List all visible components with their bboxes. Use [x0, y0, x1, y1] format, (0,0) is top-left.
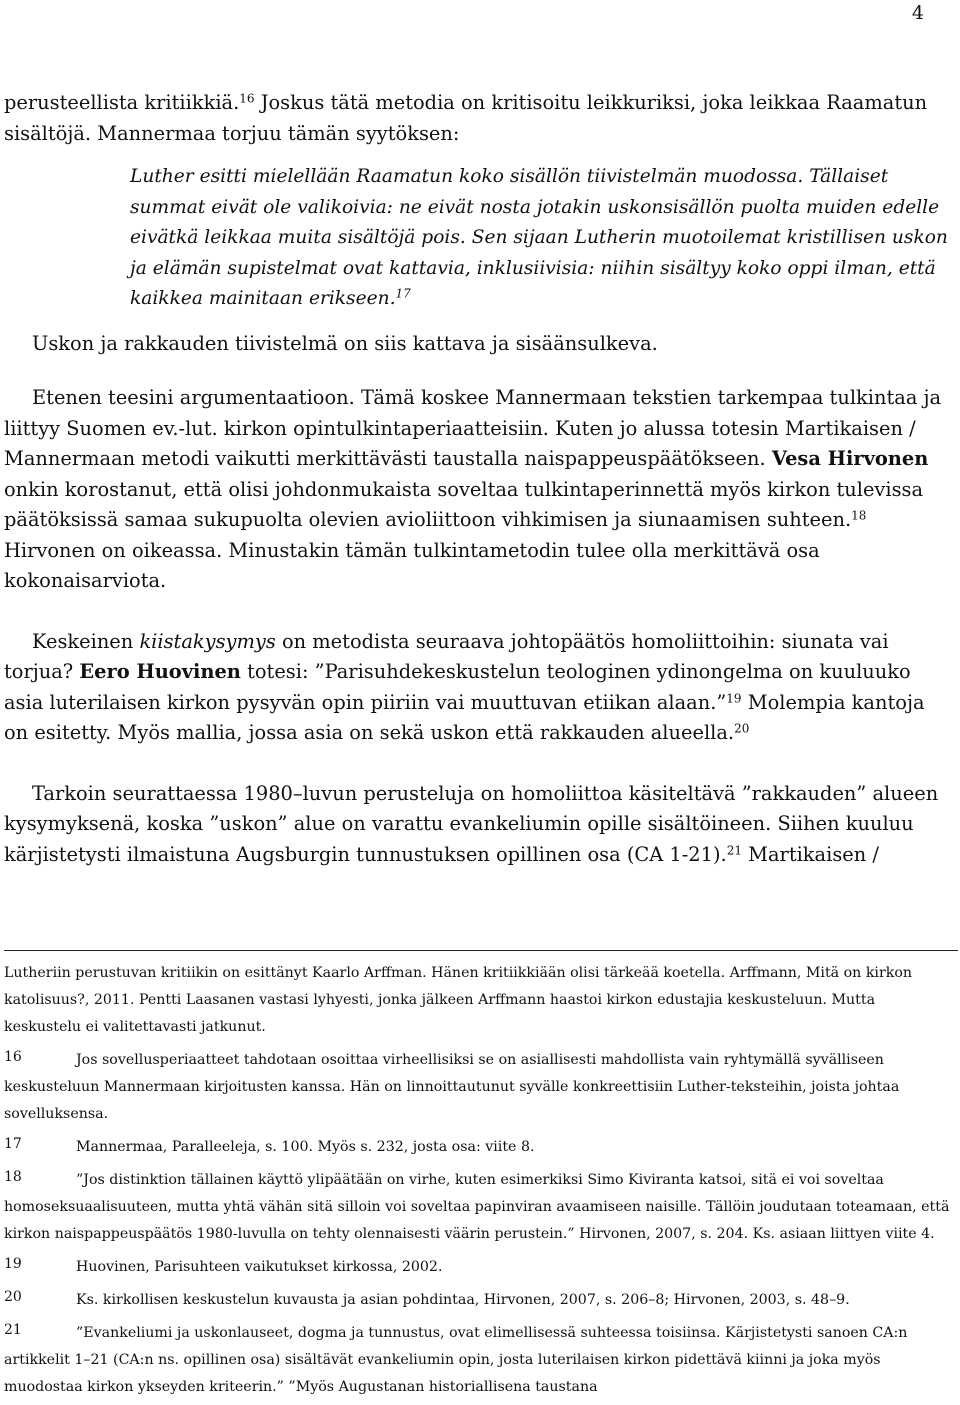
paragraph-3-text-c: Hirvonen on oikeassa. Minustakin tämän tulkintametodin tulee olla merkittävä osa kokonaisarviota.	[4, 538, 820, 592]
footnotes	[4, 960, 956, 1401]
footnote-ref-18[interactable]: 18	[851, 508, 867, 523]
footnote-ref-20[interactable]: 20	[734, 721, 750, 736]
page-number: 4	[911, 2, 924, 24]
footnote-17	[4, 1131, 956, 1161]
footnote-separator	[4, 950, 958, 951]
footnote-text: Ks. kirkollisen keskustelun kuvausta ja asian pohdintaa, Hirvonen, 2007, s. 206–8; Hirvonen, 2003, s. 48–9.	[76, 1292, 850, 1308]
footnote-18	[4, 1164, 956, 1248]
footnote-ref-17[interactable]: 17	[395, 286, 411, 301]
footnote-number: 21	[4, 1322, 22, 1338]
paragraph-4-text-b: on metodista seuraava johtopäätös homoliittoihin: siunata vai torjua?	[4, 629, 889, 683]
footnote-text: ”Evankeliumi ja uskonlauseet, dogma ja tunnustus, ovat elimellisessä suhteessa toisiinsa. Kärjistetysti sanoen CA:n artikkelit 1–21 (CA:n ns. opillinen osa) sisältävät evankeliumin opin, josta luterilaisen kirkon pidettävä kiinni ja joka myös muodostaa kirkon ykseyden kriteerin.” ”Myös Augustanan historiallisena taustana	[4, 1325, 908, 1395]
emphasis-kiistakysymys: kiistakysymys	[139, 629, 276, 653]
footnote-number: 20	[4, 1289, 22, 1305]
footnote-number: 16	[4, 1049, 22, 1065]
footnote-text: Jos sovellusperiaatteet tahdotaan osoittaa virheellisiksi se on asiallisesti mahdollista vain ryhtymällä syvälliseen keskusteluun Mannermaan kirjoitusten kanssa. Hän on linnoittautunut syvälle konkreettisiin Luther-teksteihin, joista johtaa sovelluksensa.	[4, 1052, 900, 1122]
block-quote-text: Luther esitti mielellään Raamatun koko sisällön tiivistelmän muodossa. Tällaiset summat eivät ole valikoivia: ne eivät nosta jotakin uskonsisällön puolta muiden edelle eivätkä leikkaa muita sisältöjä pois. Sen sijaan Lutherin muotoilemat kristillisen uskon ja elämän supistelmat ovat kattavia, inklusiivisia: niihin sisältyy koko oppi ilman, että kaikkea mainitaan erikseen.	[130, 166, 948, 309]
footnote-16	[4, 1044, 956, 1128]
author-name-huovinen: Eero Huovinen	[79, 660, 241, 683]
author-name-hirvonen: Vesa Hirvonen	[771, 447, 929, 470]
footnote-text: ”Jos distinktion tällainen käyttö ylipäätään on virhe, kuten esimerkiksi Simo Kiviranta katsoi, sitä ei voi soveltaa homoseksuaalisuuteen, mutta yhtä vähän sitä silloin voi soveltaa papinviran avaamiseen naisille. Tällöin joudutaan toteamaan, että kirkon naispappeuspäätös 1980-luvulla on tehty olennaisesti väärin perustein.” Hirvonen, 2007, s. 204. Ks. asiaan liittyen viite 4.	[4, 1172, 950, 1242]
footnote-ref-16[interactable]: 16	[239, 91, 255, 106]
paragraph-1-text-a: perusteellista kritiikkiä.	[4, 91, 240, 114]
footnote-ref-21[interactable]: 21	[726, 842, 742, 857]
paragraph-5	[4, 779, 954, 871]
footnote-text: Huovinen, Parisuhteen vaikutukset kirkossa, 2002.	[76, 1259, 443, 1275]
paragraph-3-text-b: onkin korostanut, että olisi johdonmukaista soveltaa tulkintaperinnettä myös kirkon tulevissa päätöksissä samaa sukupuolta olevien avioliittoon vihkimisen ja siunaamisen suhteen.	[4, 477, 924, 531]
footnote-continuation: Lutheriin perustuvan kritiikin on esittänyt Kaarlo Arffman. Hänen kritiikkiään olisi tärkeää koetella. Arffmann, Mitä on kirkon katolisuus?, 2011. Pentti Laasanen vastasi lyhyesti, jonka jälkeen Arffmann haastoi kirkon edustajia keskusteluun. Mutta keskustelu ei valitettavasti jatkunut.	[4, 965, 913, 1035]
main-text	[4, 88, 954, 870]
paragraph-4	[4, 627, 954, 749]
footnote-19	[4, 1251, 956, 1281]
footnote-21	[4, 1317, 956, 1401]
footnote-text: Mannermaa, Paralleeleja, s. 100. Myös s. 232, josta osa: viite 8.	[76, 1139, 535, 1155]
paragraph-4-text-c: totesi: ”Parisuhdekeskustelun teologinen ydinongelma on kuuluuko asia luterilaisen kirkon pysyvän opin piiriin vai muuttuvan etiikan alaan.”	[4, 660, 911, 714]
footnote-number: 17	[4, 1136, 22, 1152]
paragraph-3-text-a: Etenen teesini argumentaatioon. Tämä koskee Mannermaan tekstien tarkempaa tulkintaa ja liittyy Suomen ev.-lut. kirkon opintulkintaperiaatteisiin. Kuten jo alussa totesin Martikaisen / Mannermaan metodi vaikutti merkittävästi taustalla naispappeuspäätökseen.	[4, 386, 942, 470]
paragraph-4-text-d: Molempia kantoja on esitetty. Myös mallia, jossa asia on sekä uskon että rakkauden alueella.	[4, 690, 925, 744]
paragraph-5-text-a: Tarkoin seurattaessa 1980–luvun perusteluja on homoliittoa käsiteltävä ”rakkauden” alueen kysymyksenä, koska ”uskon” alue on varattu evankeliumin opille sisältöineen. Siihen kuuluu kärjistetysti ilmaistuna Augsburgin tunnustuksen opillinen osa (CA 1-21).	[4, 781, 939, 866]
paragraph-1	[4, 88, 954, 149]
footnote-20	[4, 1284, 956, 1314]
paragraph-2: Uskon ja rakkauden tiivistelmä on siis kattava ja sisäänsulkeva.	[32, 331, 658, 355]
footnote-number: 18	[4, 1169, 22, 1185]
paragraph-5-text-b: Martikaisen /	[741, 842, 879, 866]
paragraph-3	[4, 383, 954, 597]
paragraph-4-text-a: Keskeinen	[32, 629, 140, 653]
footnote-ref-19[interactable]: 19	[726, 690, 742, 705]
block-quote	[130, 162, 954, 315]
footnote-number: 19	[4, 1256, 22, 1272]
paragraph-1-text-b: Joskus tätä metodia on kritisoitu leikkuriksi, joka leikkaa Raamatun sisältöjä. Mannermaa torjuu tämän syytöksen:	[4, 91, 928, 145]
